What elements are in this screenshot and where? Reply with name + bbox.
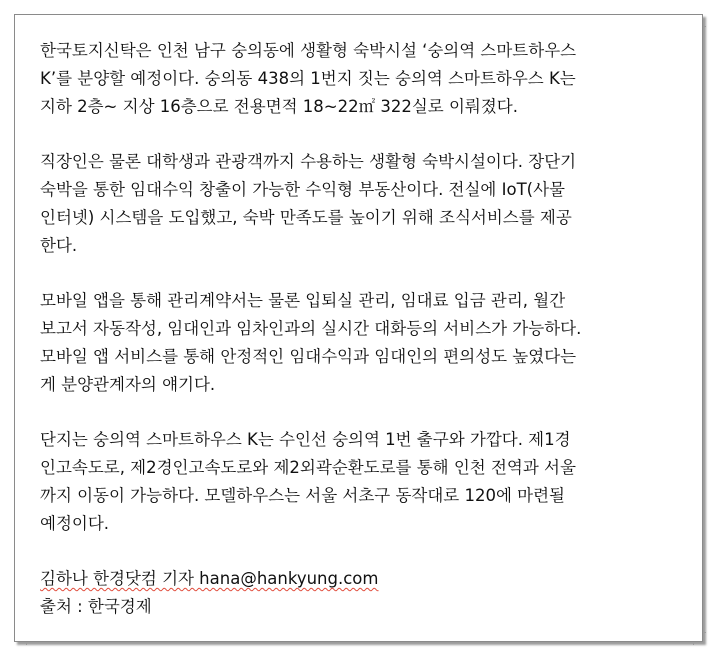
text-line: 게 분양관계자의 얘기다. bbox=[40, 374, 216, 394]
paragraph-mobile-app bbox=[40, 287, 685, 398]
text-line: 숙박을 통한 임대수익 창출이 가능한 수익형 부동산이다. 전실에 IoT(사물 bbox=[40, 179, 565, 199]
text-line: 예정이다. bbox=[40, 513, 110, 533]
text-line: 까지 이동이 가능하다. 모델하우스는 서울 서초구 동작대로 120에 마련될 bbox=[40, 485, 565, 505]
text-line: 한다. bbox=[40, 235, 78, 255]
text-line: K’를 분양할 예정이다. 숭의동 438의 1번지 짓는 숭의역 스마트하우스 K는 bbox=[40, 68, 576, 88]
paragraph-intro bbox=[40, 37, 685, 120]
paragraph-target-tenants bbox=[40, 148, 685, 259]
article-body[interactable] bbox=[40, 37, 685, 621]
text-line: 인고속도로, 제2경인고속도로와 제2외곽순환도로를 통해 인천 전역과 서울 bbox=[40, 457, 576, 477]
text-line: 단지는 숭의역 스마트하우스 K는 수인선 숭의역 1번 출구와 가깝다. 제1경 bbox=[40, 430, 571, 450]
article-footer bbox=[40, 565, 685, 621]
text-line: 모바일 앱 서비스를 통해 안정적인 임대수익과 임대인의 편의성도 높였다는 bbox=[40, 346, 577, 366]
source-credit: 출처 : 한국경제 bbox=[40, 596, 152, 616]
text-line: 한국토지신탁은 인천 남구 숭의동에 생활형 숙박시설 ‘숭의역 스마트하우스 bbox=[40, 41, 577, 60]
paragraph-location bbox=[40, 426, 685, 537]
text-line: 지하 2층~ 지상 16층으로 전용면적 18~22㎡ 322실로 이뤄졌다. bbox=[40, 96, 518, 116]
byline: 김하나 한경닷컴 기자 hana@hankyung.com bbox=[40, 569, 379, 589]
text-line: 인터넷) 시스템을 도입했고, 숙박 만족도를 높이기 위해 조식서비스를 제공 bbox=[40, 207, 572, 227]
text-line: 직장인은 물론 대학생과 관광객까지 수용하는 생활형 숙박시설이다. 장단기 bbox=[40, 152, 577, 172]
text-line: 모바일 앱을 통해 관리계약서는 물론 입퇴실 관리, 임대료 입금 관리, 월간 bbox=[40, 291, 566, 311]
text-line: 보고서 자동작성, 임대인과 임차인과의 실시간 대화등의 서비스가 가능하다. bbox=[40, 318, 582, 338]
